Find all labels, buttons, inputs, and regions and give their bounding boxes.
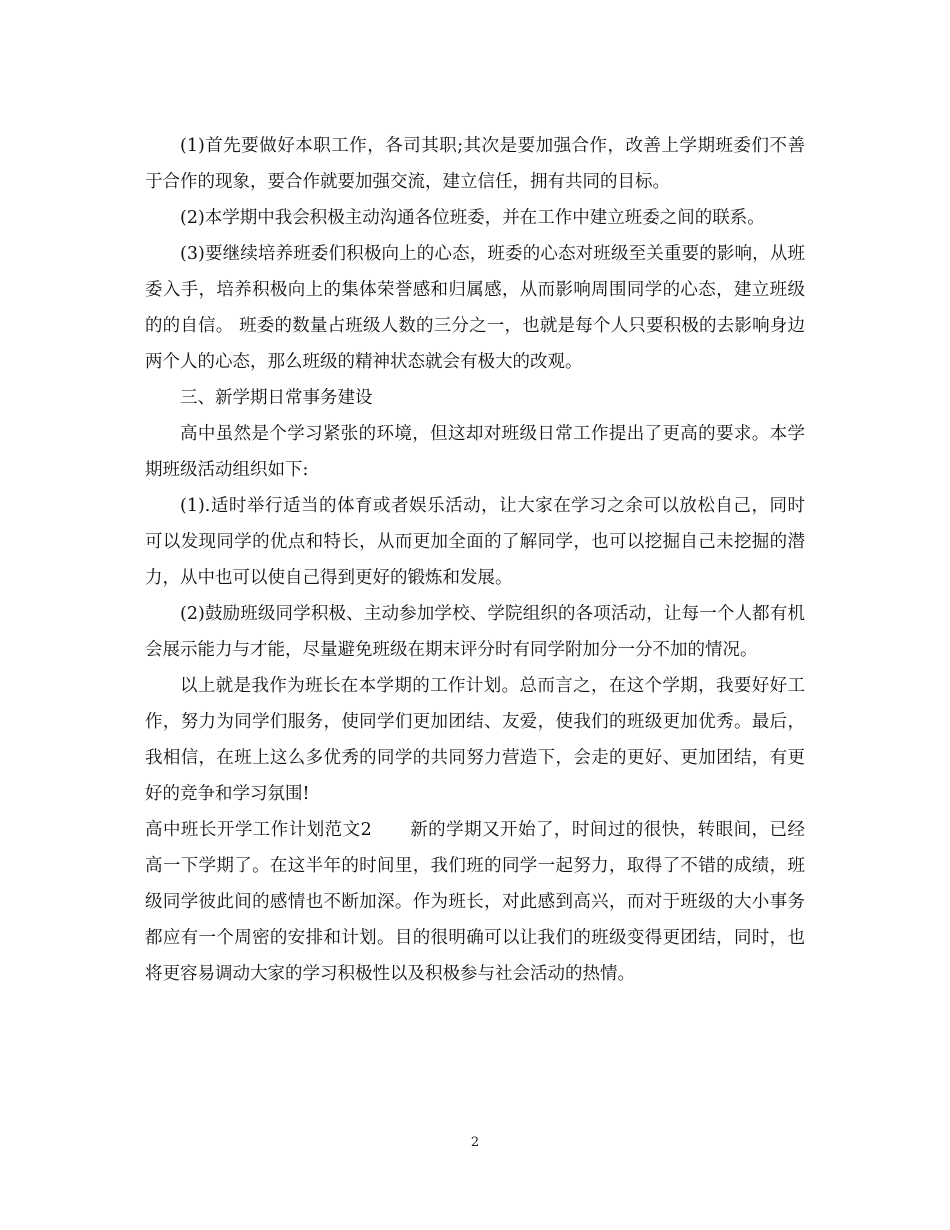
section-heading: 三、新学期日常事务建设 <box>180 388 373 408</box>
paragraph-7: 以上就是我作为班长在本学期的工作计划。总而言之，在这个学期，我要好好工作，努力为同学们服务，使同学们更加团结、友爱，使我们的班级更加优秀。最后，我相信，在班上这么多优秀的同学的共同努力营造下，会走的更好、更加团结，有更好的竞争和学习氛围! <box>145 676 805 804</box>
section-2-title: 高中班长开学工作计划范文2 <box>145 820 372 840</box>
paragraph-3: (3)要继续培养班委们积极向上的心态，班委的心态对班级至关重要的影响，从班委入手，培养积极向上的集体荣誉感和归属感，从而影响周围同学的心态，建立班级的的自信。 班委的数量占班级人数的三分之一，也就是每个人只要积极的去影响身边两个人的心态，那么班级的精神状态就会有极大的改观。 <box>145 244 805 372</box>
section-2-paragraph <box>145 812 805 992</box>
page-number: 2 <box>470 1135 480 1150</box>
paragraph-1: (1)首先要做好本职工作，各司其职;其次是要加强合作，改善上学期班委们不善于合作的现象，要合作就要加强交流，建立信任，拥有共同的目标。 <box>145 136 805 192</box>
paragraph-4: 高中虽然是个学习紧张的环境，但这却对班级日常工作提出了更高的要求。本学期班级活动组织如下: <box>145 424 805 480</box>
section-2-body: 新的学期又开始了，时间过的很快，转眼间，已经高一下学期了。在这半年的时间里，我们班的同学一起努力，取得了不错的成绩，班级同学彼此间的感情也不断加深。作为班长，对此感到高兴，而对于班级的大小事务都应有一个周密的安排和计划。目的很明确可以让我们的班级变得更团结，同时，也将更容易调动大家的学习积极性以及积极参与社会活动的热情。 <box>145 820 805 984</box>
paragraph-6: (2)鼓励班级同学积极、主动参加学校、学院组织的各项活动，让每一个人都有机会展示能力与才能，尽量避免班级在期末评分时有同学附加分一分不加的情况。 <box>145 604 805 660</box>
paragraph-5: (1).适时举行适当的体育或者娱乐活动，让大家在学习之余可以放松自己，同时可以发现同学的优点和特长，从而更加全面的了解同学，也可以挖掘自己未挖掘的潜力，从中也可以使自己得到更好的锻炼和发展。 <box>145 496 805 588</box>
document-body <box>145 128 805 992</box>
paragraph-2: (2)本学期中我会积极主动沟通各位班委，并在工作中建立班委之间的联系。 <box>180 208 765 228</box>
